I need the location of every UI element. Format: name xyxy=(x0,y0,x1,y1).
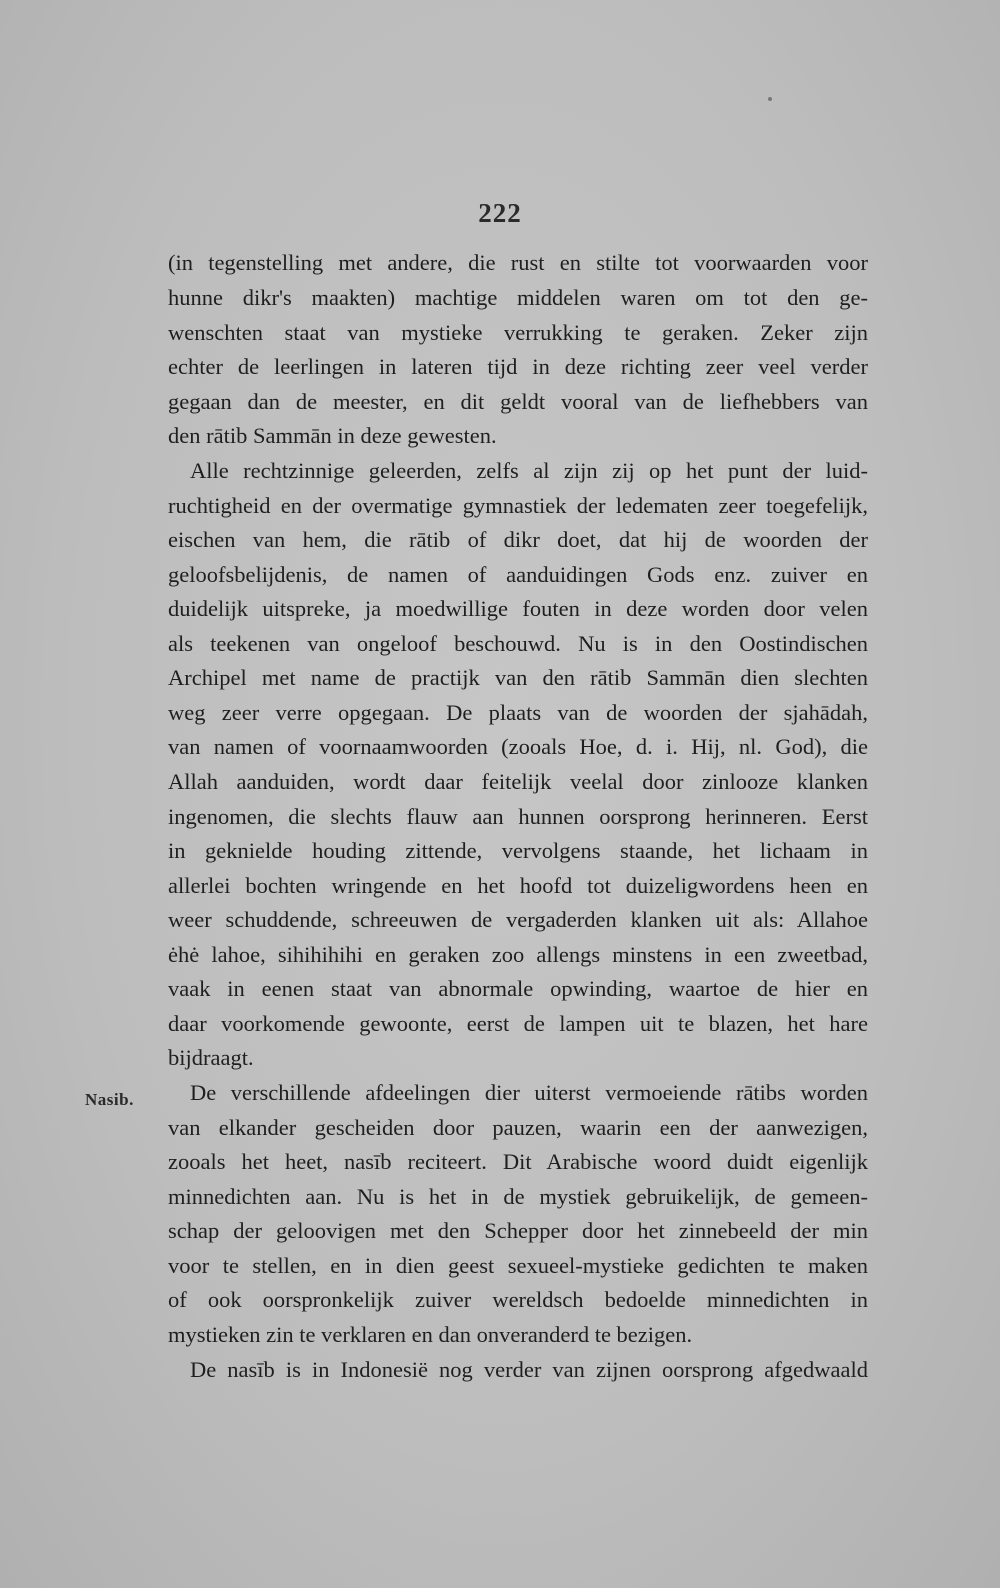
text-line: duidelijk uitspreke, ja moedwillige fouten in deze worden door velen xyxy=(168,596,868,621)
text-line: weg zeer verre opgegaan. De plaats van de woorden der sjahādah, xyxy=(168,700,868,725)
text-line: den rātib Sammān in deze gewesten. xyxy=(168,423,497,448)
text-line: of ook oorspronkelijk zuiver wereldsch bedoelde minnedichten in xyxy=(168,1287,868,1312)
text-line: vaak in eenen staat van abnormale opwinding, waartoe de hier en xyxy=(168,976,868,1001)
text-line: gegaan dan de meester, en dit geldt vooral van de liefhebbers van xyxy=(168,389,868,414)
text-line: als teekenen van ongeloof beschouwd. Nu is in den Oostindischen xyxy=(168,631,868,656)
text-line: Alle rechtzinnige geleerden, zelfs al zijn zij op het punt der luid- xyxy=(190,458,868,483)
text-line: (in tegenstelling met andere, die rust en stilte tot voorwaarden voor xyxy=(168,250,868,275)
text-line: allerlei bochten wringende en het hoofd tot duizeligwordens heen en xyxy=(168,873,868,898)
margin-note: Nasib. xyxy=(85,1090,134,1109)
text-line: Allah aanduiden, wordt daar feitelijk veelal door zinlooze klanken xyxy=(168,769,868,794)
text-line: bijdraagt. xyxy=(168,1045,254,1070)
text-line: geloofsbelijdenis, de namen of aanduidingen Gods enz. zuiver en xyxy=(168,562,868,587)
text-line: voor te stellen, en in dien geest sexueel-mystieke gedichten te maken xyxy=(168,1253,868,1278)
text-line: zooals het heet, nasīb reciteert. Dit Arabische woord duidt eigenlijk xyxy=(168,1149,868,1174)
text-line: ingenomen, die slechts flauw aan hunnen oorsprong herinneren. Eerst xyxy=(168,804,868,829)
page-number: 222 xyxy=(478,198,522,228)
text-line: van elkander gescheiden door pauzen, waarin een der aanwezigen, xyxy=(168,1115,868,1140)
text-line: ruchtigheid en der overmatige gymnastiek der ledematen zeer toegefelijk, xyxy=(168,493,868,518)
text-line: Archipel met name de practijk van den rātib Sammān dien slechten xyxy=(168,665,868,690)
text-line: echter de leerlingen in lateren tijd in deze richting zeer veel verder xyxy=(168,354,868,379)
text-line: wenschten staat van mystieke verrukking te geraken. Zeker zijn xyxy=(168,320,868,345)
text-line: weer schuddende, schreeuwen de vergaderden klanken uit als: Allahoe xyxy=(168,907,868,932)
text-line: minnedichten aan. Nu is het in de mystiek gebruikelijk, de gemeen- xyxy=(168,1184,868,1209)
text-line: schap der geloovigen met den Schepper door het zinnebeeld der min xyxy=(168,1218,868,1243)
text-line: in geknielde houding zittende, vervolgens staande, het lichaam in xyxy=(168,838,868,863)
text-line: mystieken zin te verklaren en dan onveranderd te bezigen. xyxy=(168,1322,693,1347)
text-line: eischen van hem, die rātib of dikr doet, dat hij de woorden der xyxy=(168,527,868,552)
text-line: hunne dikr's maakten) machtige middelen waren om tot den ge- xyxy=(168,285,868,310)
text-line: van namen of voornaamwoorden (zooals Hoe, d. i. Hij, nl. God), die xyxy=(168,734,868,759)
text-line: ėhė lahoe, sihihihihi en geraken zoo allengs minstens in een zweetbad, xyxy=(168,942,868,967)
text-line: daar voorkomende gewoonte, eerst de lampen uit te blazen, het hare xyxy=(168,1011,868,1036)
speck-mark xyxy=(768,97,772,101)
text-line: De nasīb is in Indonesië nog verder van zijnen oorsprong afgedwaald xyxy=(190,1357,868,1382)
text-line: De verschillende afdeelingen dier uiterst vermoeiende rātibs worden xyxy=(190,1080,868,1105)
